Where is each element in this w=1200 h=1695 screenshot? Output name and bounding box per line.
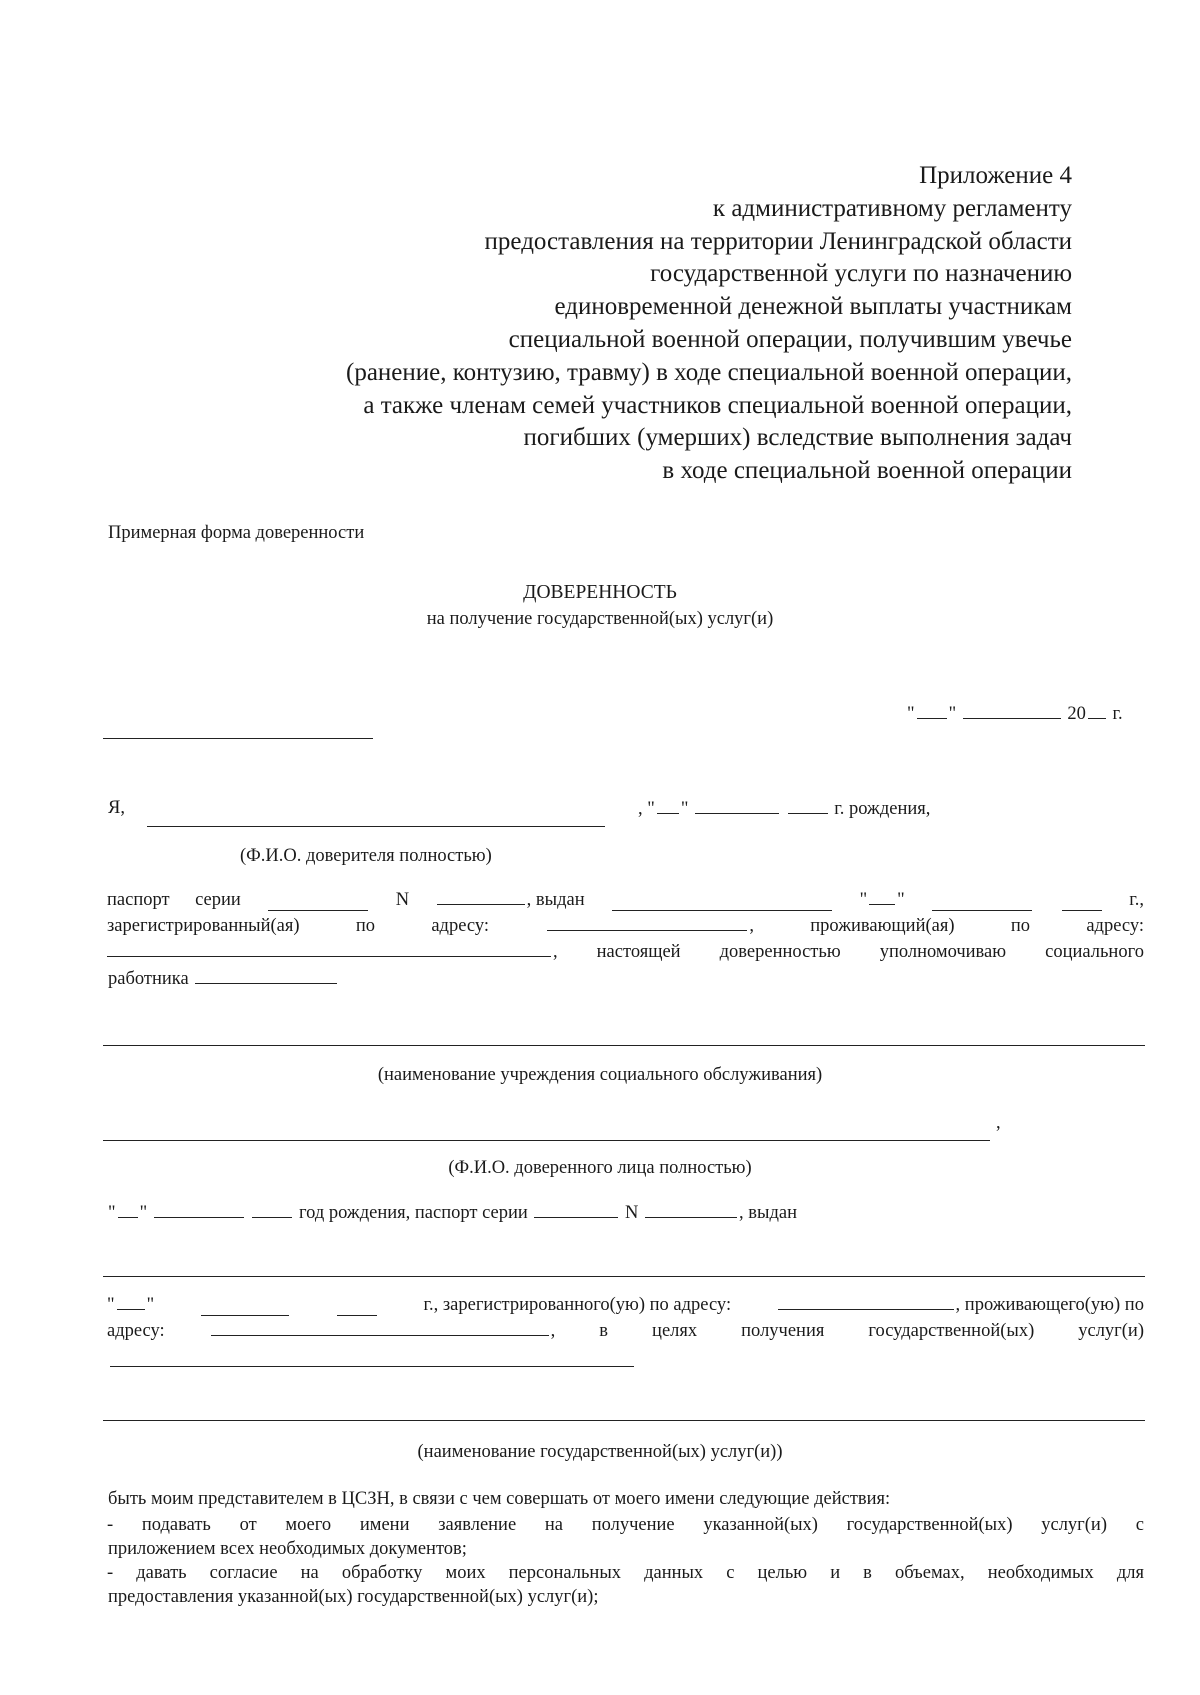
living-address-blank[interactable] — [107, 940, 551, 957]
agent-issue-year-blank[interactable] — [337, 1299, 377, 1316]
agent-issuer-line[interactable] — [103, 1276, 1145, 1277]
registered-address-blank[interactable] — [547, 914, 747, 931]
agent-birth-year-blank[interactable] — [252, 1201, 292, 1218]
issue-day-blank[interactable] — [869, 888, 895, 905]
worker-blank[interactable] — [195, 967, 337, 984]
appendix-header — [346, 160, 1072, 488]
issue-year-blank[interactable] — [1062, 894, 1102, 911]
doc-subtitle: на получение государственной(ых) услуг(и) — [426, 609, 774, 629]
institution-line[interactable] — [103, 1045, 1145, 1046]
day-blank[interactable] — [917, 702, 947, 719]
agent-living-address-blank[interactable] — [211, 1319, 549, 1336]
place-blank-line[interactable] — [103, 738, 373, 739]
comma: , — [996, 1113, 1001, 1133]
appendix-line: предоставления на территории Ленинградской области — [484, 227, 1072, 255]
appendix-line: (ранение, контузию, травму) в ходе специальной военной операции, — [346, 358, 1072, 386]
doc-title: ДОВЕРЕННОСТЬ — [523, 582, 677, 603]
year-blank[interactable] — [1088, 702, 1106, 719]
agent-reg-row: " " г., зарегистрированного(ую) по адресу: , проживающего(ую) по — [107, 1295, 1144, 1315]
agent-fio-line[interactable] — [103, 1140, 990, 1141]
appendix-line: Приложение 4 — [919, 162, 1072, 189]
month-blank[interactable] — [963, 702, 1061, 719]
appendix-line: специальной военной операции, получившим увечье — [508, 325, 1072, 353]
agent-addr-row: адресу: , в целях получения государственной(ых) услуг(и) — [107, 1321, 1144, 1341]
agent-issue-day-blank[interactable] — [117, 1293, 145, 1310]
principal-fio-line[interactable] — [147, 826, 605, 827]
appendix-line: государственной услуги по назначению — [650, 260, 1072, 288]
appendix-line: единовременной денежной выплаты участникам — [554, 293, 1072, 321]
agent-birth-day-blank[interactable] — [118, 1201, 138, 1218]
action2-line1: - давать согласие на обработку моих персональных данных с целью и в объемах, необходимых для — [107, 1563, 1144, 1583]
agent-birth-row: " " год рождения, паспорт серии N , выдан — [108, 1203, 797, 1223]
authorize-row: , настоящей доверенностью уполномочиваю социального — [107, 940, 1144, 963]
principal-birth: , " " г. рождения, — [638, 799, 931, 819]
agent-birth-month-blank[interactable] — [154, 1201, 244, 1218]
agent-passport-number-blank[interactable] — [645, 1201, 737, 1218]
agent-passport-series-blank[interactable] — [534, 1201, 618, 1218]
birth-month-blank[interactable] — [695, 797, 779, 814]
issue-month-blank[interactable] — [932, 894, 1032, 911]
service-caption: (наименование государственной(ых) услуг(и)) — [417, 1442, 783, 1462]
agent-issue-month-blank[interactable] — [201, 1299, 289, 1316]
appendix-line: к административному регламенту — [712, 194, 1072, 222]
appendix-line: в ходе специальной военной операции — [662, 457, 1072, 485]
passport-row: паспорт серии N , выдан " " г., — [107, 890, 1144, 910]
passport-series-blank[interactable] — [268, 894, 368, 911]
birth-day-blank[interactable] — [657, 797, 679, 814]
passport-issuer-blank[interactable] — [612, 894, 832, 911]
appendix-line: погибших (умерших) вследствие выполнения задач — [523, 424, 1072, 452]
principal-fio-caption: (Ф.И.О. доверителя полностью) — [240, 846, 492, 866]
birth-year-blank[interactable] — [788, 797, 828, 814]
agent-address-continue-line[interactable] — [110, 1366, 634, 1367]
representative-intro: быть моим представителем в ЦСЗН, в связи с чем совершать от моего имени следующие действия: — [108, 1489, 891, 1509]
i-label: Я, — [108, 798, 125, 818]
registered-row: зарегистрированный(ая) по адресу: , проживающий(ая) по адресу: — [107, 916, 1144, 936]
appendix-line: а также членам семей участников специальной военной операции, — [363, 391, 1072, 419]
agent-fio-caption: (Ф.И.О. доверенного лица полностью) — [448, 1158, 752, 1178]
action1-line2: приложением всех необходимых документов; — [108, 1539, 467, 1559]
worker-row: работника — [108, 967, 339, 990]
passport-number-blank[interactable] — [437, 888, 525, 905]
action1-line1: - подавать от моего имени заявление на получение указанной(ых) государственной(ых) услуг(и) с — [107, 1515, 1144, 1535]
institution-caption: (наименование учреждения социального обслуживания) — [377, 1065, 823, 1085]
action2-line2: предоставления указанной(ых) государственной(ых) услуг(и); — [108, 1587, 599, 1607]
service-line[interactable] — [103, 1420, 1145, 1421]
form-caption: Примерная форма доверенности — [108, 523, 365, 543]
date-field[interactable]: " " 20 г. — [907, 704, 1123, 724]
agent-reg-address-blank[interactable] — [778, 1293, 954, 1310]
